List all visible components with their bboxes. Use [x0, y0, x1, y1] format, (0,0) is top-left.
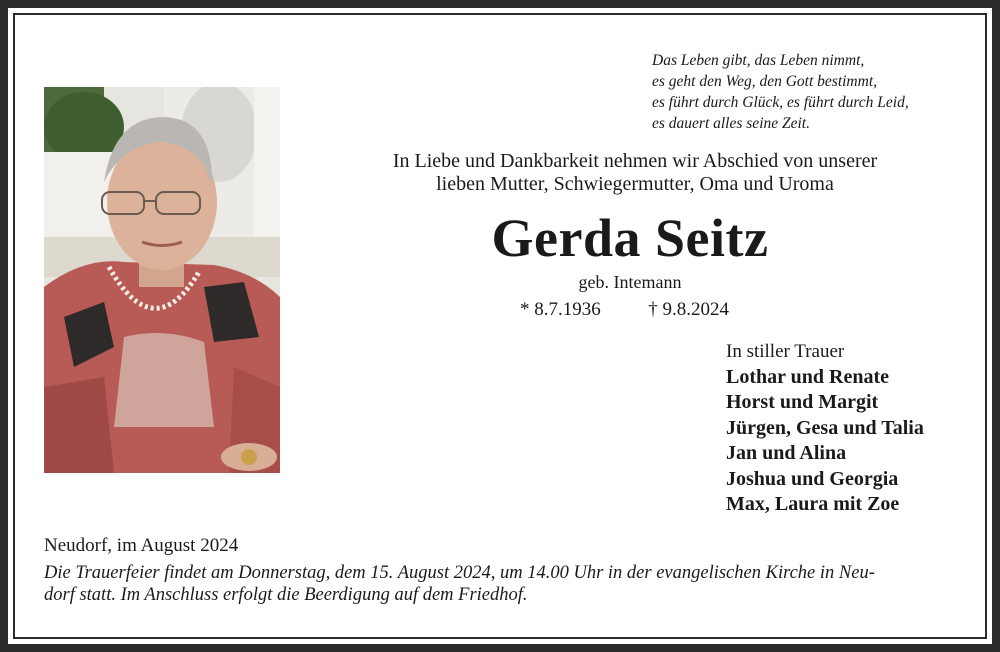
birth-date: * 8.7.1936	[520, 299, 601, 320]
family-name: Jürgen, Gesa und Talia	[726, 416, 924, 439]
family-name: Jan und Alina	[726, 442, 847, 464]
family-name: Lothar und Renate	[726, 365, 889, 388]
portrait-photo	[44, 87, 280, 473]
birth-name: geb. Intemann	[578, 272, 682, 292]
poem-line: es dauert alles seine Zeit.	[652, 115, 810, 132]
intro-text	[320, 150, 950, 196]
deceased-name: Gerda Seitz	[491, 208, 769, 268]
funeral-note	[44, 563, 960, 606]
poem-line: Das Leben gibt, das Leben nimmt,	[652, 52, 865, 69]
mourning-heading: In stiller Trauer	[726, 341, 845, 362]
life-dates	[520, 299, 729, 321]
death-date: † 9.8.2024	[648, 299, 729, 320]
poem	[652, 50, 909, 134]
intro-line: In Liebe und Dankbarkeit nehmen wir Abschied von unserer	[392, 150, 878, 172]
family-name: Max, Laura mit Zoe	[726, 493, 900, 515]
family-name: Joshua und Georgia	[726, 467, 899, 490]
poem-line: es führt durch Glück, es führt durch Leid,	[652, 94, 909, 111]
funeral-note-line: Die Trauerfeier findet am Donnerstag, dem 15. August 2024, um 14.00 Uhr in der evangelischen Kirche in Neu-	[44, 563, 875, 583]
mourners-block	[726, 339, 924, 518]
portrait-illustration	[44, 87, 280, 473]
family-name: Horst und Margit	[726, 391, 879, 413]
funeral-note-line: dorf statt. Im Anschluss erfolgt die Beerdigung auf dem Friedhof.	[44, 584, 528, 605]
place-date: Neudorf, im August 2024	[44, 535, 239, 556]
intro-line: lieben Mutter, Schwiegermutter, Oma und Uroma	[436, 173, 834, 195]
poem-line: es geht den Weg, den Gott bestimmt,	[652, 73, 877, 90]
